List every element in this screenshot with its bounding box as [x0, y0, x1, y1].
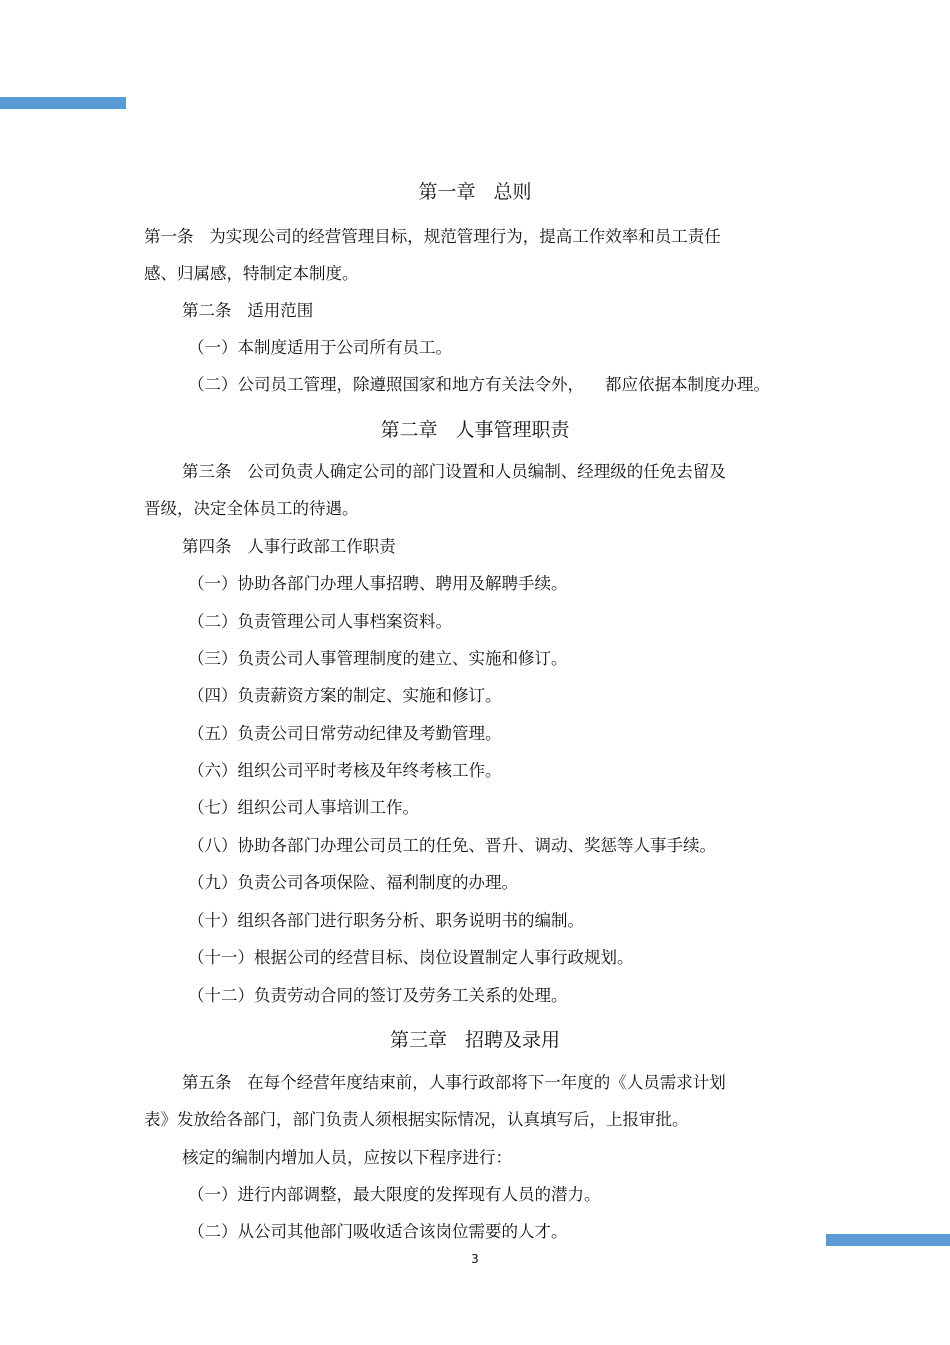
- chapter-2-title: 第二章 人事管理职责: [380, 419, 570, 441]
- article-3-line-2: 晋级，决定全体员工的待遇。: [144, 499, 359, 518]
- article-4-item: （六）组织公司平时考核及年终考核工作。: [188, 761, 502, 780]
- article-4-item: （七）组织公司人事培训工作。: [188, 798, 419, 817]
- article-1-line-2: 感、归属感，特制定本制度。: [144, 264, 359, 283]
- article-4-item: （五）负责公司日常劳动纪律及考勤管理。: [188, 724, 502, 743]
- article-4-item: （十二）负责劳动合同的签订及劳务工关系的处理。: [188, 986, 568, 1005]
- article-5-line-1: 第五条 在每个经营年度结束前，人事行政部将下一年度的《人员需求计划: [182, 1073, 726, 1092]
- article-4-item: （十）组织各部门进行职务分析、职务说明书的编制。: [188, 911, 584, 930]
- chapter-3-title: 第三章 招聘及录用: [389, 1029, 561, 1051]
- chapter-1-title: 第一章 总则: [418, 181, 532, 203]
- decorative-bar-bottom: [826, 1234, 950, 1246]
- article-2-item-1: （一）本制度适用于公司所有员工。: [188, 338, 452, 357]
- article-4-item: （三）负责公司人事管理制度的建立、实施和修订。: [188, 649, 568, 668]
- article-4-item: （一）协助各部门办理人事招聘、聘用及解聘手续。: [188, 574, 568, 593]
- article-2-item-2: （二）公司员工管理，除遵照国家和地方有关法令外， 都应依据本制度办理。: [188, 375, 770, 394]
- article-2-title: 第二条 适用范围: [182, 301, 314, 320]
- article-4-item: （四）负责薪资方案的制定、实施和修订。: [188, 686, 502, 705]
- article-1-line-1: 第一条 为实现公司的经营管理目标，规范管理行为，提高工作效率和员工责任: [144, 227, 721, 246]
- page-number: 3: [471, 1252, 479, 1266]
- procedure-item-2: （二）从公司其他部门吸收适合该岗位需要的人才。: [188, 1222, 568, 1241]
- article-4-item: （八）协助各部门办理公司员工的任免、晋升、调动、奖惩等人事手续。: [188, 836, 716, 855]
- decorative-bar-top: [0, 97, 126, 109]
- article-3-line-1: 第三条 公司负责人确定公司的部门设置和人员编制、经理级的任免去留及: [182, 462, 726, 481]
- article-4-item: （九）负责公司各项保险、福利制度的办理。: [188, 873, 518, 892]
- article-4-title: 第四条 人事行政部工作职责: [182, 537, 396, 556]
- article-4-item: （二）负责管理公司人事档案资料。: [188, 612, 452, 631]
- article-5-line-2: 表》发放给各部门，部门负责人须根据实际情况，认真填写后，上报审批。: [144, 1110, 689, 1129]
- procedure-intro: 核定的编制内增加人员，应按以下程序进行：: [182, 1148, 512, 1167]
- procedure-item-1: （一）进行内部调整，最大限度的发挥现有人员的潜力。: [188, 1185, 601, 1204]
- article-4-item: （十一）根据公司的经营目标、岗位设置制定人事行政规划。: [188, 948, 634, 967]
